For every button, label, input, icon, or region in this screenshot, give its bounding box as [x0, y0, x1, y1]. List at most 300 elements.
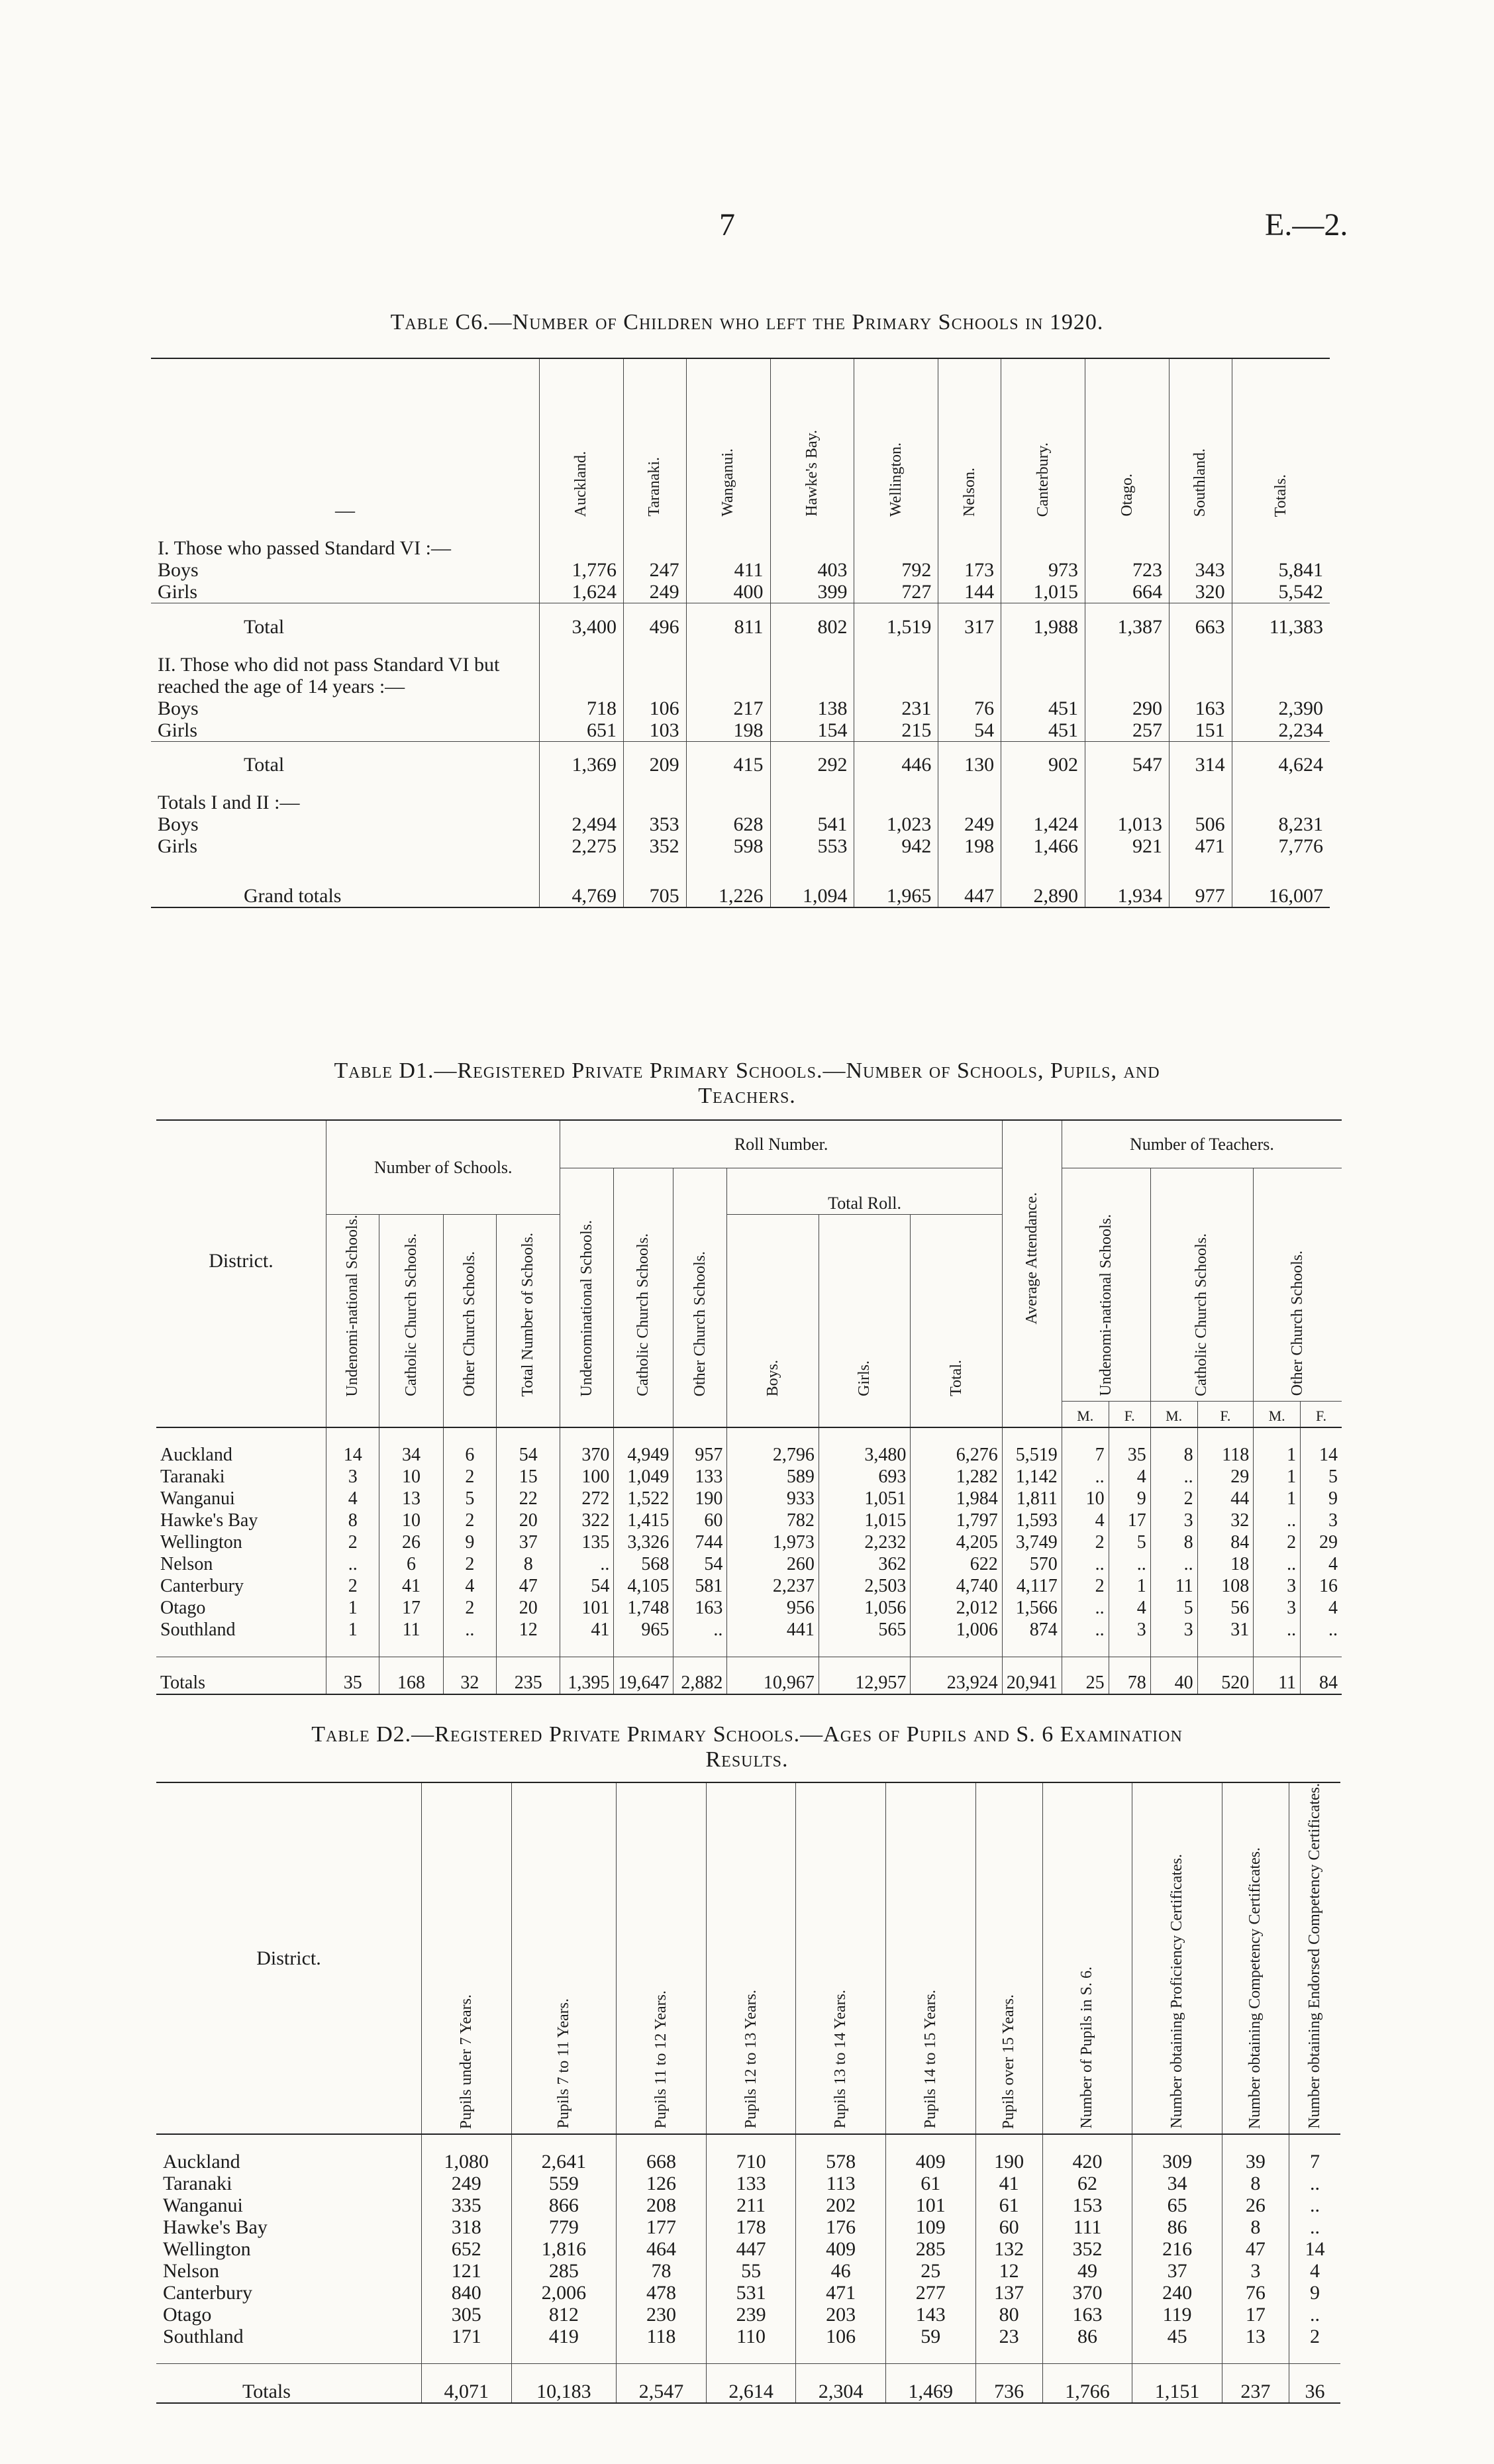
- d1-district-name: Southland: [160, 1619, 236, 1641]
- d2-cell: 318: [422, 2216, 512, 2238]
- d2-cell: 2: [1289, 2326, 1340, 2347]
- d1-cell: 7: [1062, 1444, 1109, 1466]
- d1-cell: 118: [1197, 1444, 1254, 1466]
- d2-cell: 305: [422, 2304, 512, 2326]
- d1-district-header: District.: [209, 1250, 274, 1272]
- d1-cell: 1,748: [614, 1597, 673, 1619]
- d1-cell: 1,973: [727, 1531, 819, 1553]
- d1-cell: 54: [560, 1575, 614, 1597]
- c6-cell: 664: [1085, 581, 1170, 603]
- d1-schools-other-church-header: Other Church Schools.: [443, 1214, 496, 1401]
- d1-cell: 1: [1109, 1575, 1150, 1597]
- c6-cell: 2,234: [1232, 719, 1330, 742]
- d2-cell: 111: [1042, 2216, 1132, 2238]
- d1-cell: 1,522: [614, 1488, 673, 1510]
- d2-cell: 133: [706, 2173, 796, 2194]
- table-d2-title-line2: Results.: [705, 1747, 789, 1772]
- c6-cell: 151: [1169, 719, 1232, 742]
- d2-cell: 230: [617, 2304, 707, 2326]
- d2-cell: 17: [1222, 2304, 1289, 2326]
- d2-cell: 176: [796, 2216, 886, 2238]
- c6-cell: 921: [1085, 835, 1170, 857]
- d2-cell: 26: [1222, 2194, 1289, 2216]
- d1-cell: 1: [1254, 1444, 1301, 1466]
- c6-cell: 902: [1001, 741, 1085, 776]
- c6-cell: 942: [854, 835, 938, 857]
- c6-cell: 290: [1085, 697, 1170, 719]
- d1-cell: 2,237: [727, 1575, 819, 1597]
- d1-totals-label: Totals: [156, 1657, 326, 1694]
- d1-total-cell: 40: [1150, 1657, 1197, 1694]
- d1-cell: 17: [379, 1597, 443, 1619]
- d1-cell: 3,749: [1002, 1531, 1062, 1553]
- table-row: [156, 1575, 1342, 1597]
- d1-cell: 2: [443, 1466, 496, 1488]
- c6-cell: 628: [686, 813, 770, 835]
- d1-f-header-2: F.: [1197, 1401, 1254, 1427]
- d1-cell: 8: [326, 1510, 379, 1531]
- c6-cell: 249: [623, 581, 686, 603]
- d2-cell: 163: [1042, 2304, 1132, 2326]
- d1-cell: 2: [326, 1575, 379, 1597]
- d1-cell: 47: [497, 1575, 560, 1597]
- d1-cell: 1,282: [911, 1466, 1002, 1488]
- d1-boys-header: Boys.: [727, 1214, 819, 1401]
- d2-cell: 419: [511, 2326, 617, 2347]
- d1-cell: 84: [1197, 1531, 1254, 1553]
- d2-total-cell: 237: [1222, 2363, 1289, 2403]
- d1-f-header-1: F.: [1109, 1401, 1150, 1427]
- c6-cell: [540, 654, 624, 697]
- d1-m-header-1: M.: [1062, 1401, 1109, 1427]
- d2-cell: 203: [796, 2304, 886, 2326]
- c6-column-header: Taranaki.: [623, 358, 686, 521]
- d2-column-header: Pupils over 15 Years.: [975, 1782, 1042, 2134]
- table-row: [156, 1488, 1342, 1510]
- d2-cell: 409: [885, 2151, 975, 2173]
- d2-district-name: Wellington: [163, 2237, 251, 2260]
- c6-cell: 415: [686, 741, 770, 776]
- d2-cell: 779: [511, 2216, 617, 2238]
- c6-cell: 1,013: [1085, 813, 1170, 835]
- table-c6-title: Table C6.—Number of Children who left the Primary Schools in 1920.: [390, 310, 1104, 334]
- d1-cell: 4,205: [911, 1531, 1002, 1553]
- d1-f-header-3: F.: [1301, 1401, 1342, 1427]
- d1-district-name: Auckland: [160, 1445, 232, 1466]
- d2-cell: 101: [885, 2194, 975, 2216]
- d1-m-header-3: M.: [1254, 1401, 1301, 1427]
- c6-row-label: Total: [151, 603, 540, 638]
- d2-totals-label: Totals: [156, 2363, 422, 2403]
- c6-cell: [854, 792, 938, 813]
- d2-cell: 153: [1042, 2194, 1132, 2216]
- d2-column-header: Pupils 14 to 15 Years.: [885, 1782, 975, 2134]
- d2-cell: 866: [511, 2194, 617, 2216]
- d2-cell: 216: [1132, 2238, 1222, 2260]
- d2-cell: 113: [796, 2173, 886, 2194]
- c6-cell: 11,383: [1232, 603, 1330, 638]
- d2-cell: 126: [617, 2173, 707, 2194]
- d2-cell: 9: [1289, 2282, 1340, 2304]
- d2-cell: 812: [511, 2304, 617, 2326]
- d2-cell: 121: [422, 2260, 512, 2282]
- d1-cell: 1: [1254, 1466, 1301, 1488]
- c6-cell: 400: [686, 581, 770, 603]
- d2-district-name: Nelson: [163, 2259, 219, 2282]
- c6-cell: [623, 654, 686, 697]
- d1-cell: ..: [1254, 1619, 1301, 1641]
- d1-cell: 4: [1062, 1510, 1109, 1531]
- d1-cell: 622: [911, 1553, 1002, 1575]
- c6-cell: 1,466: [1001, 835, 1085, 857]
- d2-cell: 46: [796, 2260, 886, 2282]
- d1-cell: 1,811: [1002, 1488, 1062, 1510]
- c6-cell: [1085, 654, 1170, 697]
- d2-cell: 202: [796, 2194, 886, 2216]
- d1-cell: 956: [727, 1597, 819, 1619]
- d1-total-cell: 1,395: [560, 1657, 614, 1694]
- c6-cell: 154: [770, 719, 854, 742]
- d1-cell: 10: [379, 1510, 443, 1531]
- d2-total-cell: 1,766: [1042, 2363, 1132, 2403]
- d2-cell: 34: [1132, 2173, 1222, 2194]
- c6-cell: [686, 654, 770, 697]
- d2-cell: 171: [422, 2326, 512, 2347]
- c6-cell: 547: [1085, 741, 1170, 776]
- d2-column-header: Pupils 7 to 11 Years.: [511, 1782, 617, 2134]
- d1-cell: 4,117: [1002, 1575, 1062, 1597]
- c6-cell: 446: [854, 741, 938, 776]
- c6-cell: 651: [540, 719, 624, 742]
- d1-teachers-catholic-header: Catholic Church Schools.: [1150, 1168, 1253, 1401]
- c6-cell: 1,988: [1001, 603, 1085, 638]
- d1-schools-total-header: Total Number of Schools.: [497, 1214, 560, 1401]
- d1-district-name: Wanganui: [160, 1488, 235, 1510]
- c6-cell: 5,542: [1232, 581, 1330, 603]
- d1-cell: 782: [727, 1510, 819, 1531]
- table-row: [156, 1444, 1342, 1466]
- d2-column-header: Pupils 13 to 14 Years.: [796, 1782, 886, 2134]
- d2-column-header: Number of Pupils in S. 6.: [1042, 1782, 1132, 2134]
- c6-section-heading: I. Those who passed Standard VI :—: [158, 537, 451, 559]
- d2-cell: 668: [617, 2151, 707, 2173]
- table-row: [156, 1597, 1342, 1619]
- d2-cell: 2,006: [511, 2282, 617, 2304]
- d2-column-header: Pupils 12 to 13 Years.: [706, 1782, 796, 2134]
- c6-cell: 663: [1169, 603, 1232, 638]
- d2-cell: 60: [975, 2216, 1042, 2238]
- c6-cell: 215: [854, 719, 938, 742]
- d1-cell: 1,015: [819, 1510, 910, 1531]
- d1-cell: 4,105: [614, 1575, 673, 1597]
- d1-cell: 565: [819, 1619, 910, 1641]
- table-row: [151, 697, 1330, 719]
- d2-cell: 211: [706, 2194, 796, 2216]
- c6-column-header: Southland.: [1169, 358, 1232, 521]
- table-row-totals: [156, 1657, 1342, 1694]
- d1-cell: 5: [1109, 1531, 1150, 1553]
- c6-cell: 718: [540, 697, 624, 719]
- d2-cell: 62: [1042, 2173, 1132, 2194]
- d2-cell: 464: [617, 2238, 707, 2260]
- c6-row-label: Girls: [158, 719, 197, 741]
- d2-cell: 59: [885, 2326, 975, 2347]
- d1-cell: 17: [1109, 1510, 1150, 1531]
- d1-roll-catholic-header: Catholic Church Schools.: [614, 1168, 673, 1401]
- c6-cell: 4,769: [540, 873, 624, 907]
- c6-cell: [1001, 654, 1085, 697]
- d1-cell: 9: [443, 1531, 496, 1553]
- d2-cell: ..: [1289, 2304, 1340, 2326]
- d1-total-cell: 23,924: [911, 1657, 1002, 1694]
- d1-cell: 2: [326, 1531, 379, 1553]
- table-row: [151, 559, 1330, 581]
- table-row: [156, 1531, 1342, 1553]
- d1-cell: ..: [1150, 1466, 1197, 1488]
- c6-cell: [938, 792, 1001, 813]
- table-d2: [156, 1782, 1340, 2404]
- d1-cell: 101: [560, 1597, 614, 1619]
- d2-cell: 309: [1132, 2151, 1222, 2173]
- d1-district-name: Otago: [160, 1598, 206, 1619]
- d2-total-cell: 36: [1289, 2363, 1340, 2403]
- d2-cell: 47: [1222, 2238, 1289, 2260]
- d1-cell: 1: [326, 1597, 379, 1619]
- d1-cell: 6: [379, 1553, 443, 1575]
- d1-cell: 35: [1109, 1444, 1150, 1466]
- d1-cell: 20: [497, 1597, 560, 1619]
- d2-cell: 61: [885, 2173, 975, 2194]
- d2-total-cell: 2,614: [706, 2363, 796, 2403]
- d2-cell: 37: [1132, 2260, 1222, 2282]
- d1-cell: ..: [443, 1619, 496, 1641]
- d1-cell: 14: [326, 1444, 379, 1466]
- d1-cell: 29: [1197, 1466, 1254, 1488]
- d1-cell: 11: [1150, 1575, 1197, 1597]
- table-row: [151, 603, 1330, 638]
- d1-cell: 1,415: [614, 1510, 673, 1531]
- d1-cell: ..: [1062, 1466, 1109, 1488]
- c6-cell: 1,226: [686, 873, 770, 907]
- c6-cell: 2,275: [540, 835, 624, 857]
- d1-cell: 2: [443, 1597, 496, 1619]
- d2-cell: 7: [1289, 2151, 1340, 2173]
- d1-cell: ..: [1254, 1553, 1301, 1575]
- d2-district-name: Otago: [163, 2303, 212, 2326]
- d1-cell: 100: [560, 1466, 614, 1488]
- table-row: [151, 835, 1330, 857]
- c6-cell: 7,776: [1232, 835, 1330, 857]
- table-row: [156, 2173, 1340, 2194]
- d1-cell: 54: [497, 1444, 560, 1466]
- d2-cell: 409: [796, 2238, 886, 2260]
- c6-cell: [770, 654, 854, 697]
- d1-total-cell: 11: [1254, 1657, 1301, 1694]
- c6-cell: [623, 792, 686, 813]
- c6-cell: [1232, 537, 1330, 559]
- d1-cell: 1: [1254, 1488, 1301, 1510]
- d1-cell: 1,051: [819, 1488, 910, 1510]
- d2-total-cell: 2,304: [796, 2363, 886, 2403]
- d1-total-header: Total.: [911, 1214, 1002, 1401]
- d1-cell: 1,006: [911, 1619, 1002, 1641]
- d2-district-name: Hawke's Bay: [163, 2216, 268, 2238]
- table-row: [156, 1466, 1342, 1488]
- c6-cell: 76: [938, 697, 1001, 719]
- d2-cell: 41: [975, 2173, 1042, 2194]
- c6-blank-header: —: [335, 499, 355, 521]
- c6-cell: 16,007: [1232, 873, 1330, 907]
- d1-cell: 568: [614, 1553, 673, 1575]
- d2-district-name: Canterbury: [163, 2281, 252, 2304]
- d2-cell: 119: [1132, 2304, 1222, 2326]
- c6-cell: [623, 537, 686, 559]
- d2-cell: 2,641: [511, 2151, 617, 2173]
- d2-cell: 177: [617, 2216, 707, 2238]
- d1-cell: 3: [1254, 1597, 1301, 1619]
- d2-cell: 110: [706, 2326, 796, 2347]
- d1-cell: ..: [560, 1553, 614, 1575]
- d1-cell: 3: [1254, 1575, 1301, 1597]
- d1-cell: 26: [379, 1531, 443, 1553]
- d1-cell: 4: [1301, 1597, 1342, 1619]
- d2-cell: 106: [796, 2326, 886, 2347]
- d1-m-header-2: M.: [1150, 1401, 1197, 1427]
- c6-cell: [1001, 537, 1085, 559]
- d1-total-cell: 19,647: [614, 1657, 673, 1694]
- c6-cell: 1,369: [540, 741, 624, 776]
- c6-cell: 257: [1085, 719, 1170, 742]
- d2-cell: 370: [1042, 2282, 1132, 2304]
- d2-cell: 1,080: [422, 2151, 512, 2173]
- c6-cell: [1085, 792, 1170, 813]
- d2-total-cell: 1,151: [1132, 2363, 1222, 2403]
- c6-row-label: Total: [151, 741, 540, 776]
- d2-cell: 137: [975, 2282, 1042, 2304]
- d1-cell: 933: [727, 1488, 819, 1510]
- c6-cell: 727: [854, 581, 938, 603]
- c6-cell: 3,400: [540, 603, 624, 638]
- d1-cell: 965: [614, 1619, 673, 1641]
- d1-teachers-undenominational-header: Undenomi-national Schools.: [1062, 1168, 1150, 1401]
- d1-cell: 1,566: [1002, 1597, 1062, 1619]
- d1-cell: 44: [1197, 1488, 1254, 1510]
- d1-cell: 4,740: [911, 1575, 1002, 1597]
- d2-cell: 13: [1222, 2326, 1289, 2347]
- d1-cell: 18: [1197, 1553, 1254, 1575]
- d1-cell: 29: [1301, 1531, 1342, 1553]
- d2-cell: ..: [1289, 2194, 1340, 2216]
- d1-cell: 2: [1254, 1531, 1301, 1553]
- d1-cell: 5,519: [1002, 1444, 1062, 1466]
- d1-cell: ..: [673, 1619, 727, 1641]
- d1-cell: 22: [497, 1488, 560, 1510]
- d1-cell: 135: [560, 1531, 614, 1553]
- c6-cell: 320: [1169, 581, 1232, 603]
- d2-cell: 55: [706, 2260, 796, 2282]
- d2-cell: 23: [975, 2326, 1042, 2347]
- c6-cell: [1169, 792, 1232, 813]
- c6-cell: 247: [623, 559, 686, 581]
- c6-cell: 292: [770, 741, 854, 776]
- d2-total-cell: 10,183: [511, 2363, 617, 2403]
- d2-cell: 420: [1042, 2151, 1132, 2173]
- d1-cell: 133: [673, 1466, 727, 1488]
- d1-total-cell: 520: [1197, 1657, 1254, 1694]
- c6-cell: [938, 537, 1001, 559]
- c6-cell: 1,387: [1085, 603, 1170, 638]
- d1-cell: 41: [560, 1619, 614, 1641]
- d1-cell: ..: [1109, 1553, 1150, 1575]
- d1-cell: 4: [1109, 1466, 1150, 1488]
- c6-cell: 103: [623, 719, 686, 742]
- d2-cell: 109: [885, 2216, 975, 2238]
- d1-number-of-schools-header: Number of Schools.: [326, 1120, 560, 1214]
- c6-cell: 1,624: [540, 581, 624, 603]
- d2-cell: 8: [1222, 2173, 1289, 2194]
- c6-cell: [686, 792, 770, 813]
- c6-row-label: Boys: [158, 697, 199, 719]
- d1-schools-undenominational-header: Undenomi-national Schools.: [326, 1214, 379, 1401]
- table-row: [156, 2282, 1340, 2304]
- c6-cell: 1,015: [1001, 581, 1085, 603]
- c6-row-label: Girls: [158, 581, 197, 603]
- d2-column-header: Pupils under 7 Years.: [422, 1782, 512, 2134]
- d1-cell: 570: [1002, 1553, 1062, 1575]
- table-row: [151, 873, 1330, 907]
- c6-cell: 598: [686, 835, 770, 857]
- d1-cell: ..: [1254, 1510, 1301, 1531]
- c6-cell: 973: [1001, 559, 1085, 581]
- d1-cell: 5: [1150, 1597, 1197, 1619]
- d1-cell: 2,503: [819, 1575, 910, 1597]
- c6-cell: 977: [1169, 873, 1232, 907]
- c6-cell: 802: [770, 603, 854, 638]
- d1-district-name: Taranaki: [160, 1466, 225, 1488]
- d1-cell: 4: [326, 1488, 379, 1510]
- d1-cell: 3,326: [614, 1531, 673, 1553]
- d1-cell: 16: [1301, 1575, 1342, 1597]
- d2-cell: 49: [1042, 2260, 1132, 2282]
- table-c6: [151, 358, 1330, 908]
- d1-cell: 362: [819, 1553, 910, 1575]
- d1-district-name: Wellington: [160, 1532, 242, 1553]
- d1-cell: 1,797: [911, 1510, 1002, 1531]
- d2-district-header: District.: [256, 1947, 321, 1969]
- table-row: [156, 2304, 1340, 2326]
- c6-cell: 723: [1085, 559, 1170, 581]
- table-row: [151, 741, 1330, 776]
- c6-cell: [686, 537, 770, 559]
- d1-cell: ..: [1301, 1619, 1342, 1641]
- d1-cell: 2: [1062, 1531, 1109, 1553]
- d1-cell: 10: [1062, 1488, 1109, 1510]
- c6-cell: 471: [1169, 835, 1232, 857]
- c6-row-label: Boys: [158, 559, 199, 581]
- d1-roll-undenominational-header: Undenominational Schools.: [560, 1168, 614, 1401]
- d1-cell: ..: [326, 1553, 379, 1575]
- d1-cell: 15: [497, 1466, 560, 1488]
- d1-cell: 1,593: [1002, 1510, 1062, 1531]
- d2-cell: 710: [706, 2151, 796, 2173]
- c6-cell: 1,094: [770, 873, 854, 907]
- table-row-totals: [156, 2363, 1340, 2403]
- c6-section-heading: Totals I and II :—: [158, 792, 300, 813]
- c6-row-label: Boys: [158, 813, 199, 835]
- d2-cell: 45: [1132, 2326, 1222, 2347]
- d1-teachers-other-church-header: Other Church Schools.: [1254, 1168, 1342, 1401]
- c6-cell: 198: [686, 719, 770, 742]
